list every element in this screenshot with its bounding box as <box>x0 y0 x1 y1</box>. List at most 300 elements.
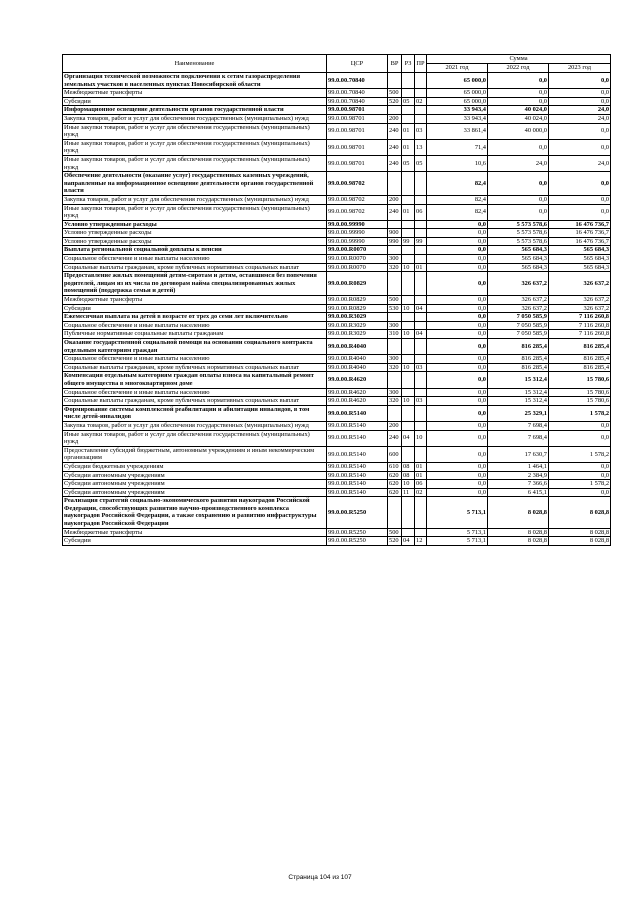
cell-csr: 99.0.00.R0829 <box>327 272 388 296</box>
cell-pr: 02 <box>415 97 427 106</box>
cell-2021: 0,0 <box>427 229 488 238</box>
cell-csr: 99.0.00.R5140 <box>327 405 388 421</box>
cell-pr <box>415 446 427 462</box>
cell-2022: 17 630,7 <box>488 446 549 462</box>
header-vr: ВР <box>388 55 402 73</box>
cell-2023: 15 780,6 <box>549 388 611 397</box>
cell-csr: 99.0.00.99990 <box>327 229 388 238</box>
cell-2022: 816 285,4 <box>488 339 549 355</box>
cell-name: Субсидии бюджетным учреждениям <box>63 462 327 471</box>
cell-2021: 0,0 <box>427 339 488 355</box>
cell-2021: 0,0 <box>427 321 488 330</box>
cell-2021: 0,0 <box>427 313 488 322</box>
cell-name: Предоставление жилых помещений детям-сиротам и детям, оставшимся без попечения родителей, лицам из их числа по договорам найма специализированных жилых помещений (поддержка семьи и детей) <box>63 272 327 296</box>
cell-csr: 99.0.00.70840 <box>327 97 388 106</box>
cell-rz: 05 <box>402 155 415 171</box>
cell-2022: 1 464,1 <box>488 462 549 471</box>
table-row <box>63 355 611 364</box>
cell-vr: 530 <box>388 304 402 313</box>
cell-2023: 8 028,8 <box>549 528 611 537</box>
cell-2021: 0,0 <box>427 255 488 264</box>
cell-rz <box>402 339 415 355</box>
cell-2021: 65 000,0 <box>427 97 488 106</box>
cell-name: Иные закупки товаров, работ и услуг для обеспечения государственных (муниципальных) нужд <box>63 204 327 220</box>
table-row <box>63 220 611 229</box>
cell-rz <box>402 195 415 204</box>
cell-2023: 1 578,2 <box>549 446 611 462</box>
cell-csr: 99.0.00.R5140 <box>327 471 388 480</box>
cell-vr <box>388 220 402 229</box>
cell-rz <box>402 89 415 98</box>
cell-2021: 0,0 <box>427 480 488 489</box>
cell-rz <box>402 405 415 421</box>
cell-2022: 0,0 <box>488 139 549 155</box>
cell-pr <box>415 73 427 89</box>
cell-csr: 99.0.00.R4620 <box>327 372 388 388</box>
cell-name: Субсидии <box>63 304 327 313</box>
cell-vr <box>388 372 402 388</box>
cell-pr <box>415 355 427 364</box>
cell-vr: 240 <box>388 155 402 171</box>
cell-2021: 0,0 <box>427 220 488 229</box>
cell-vr: 200 <box>388 421 402 430</box>
cell-2023: 7 116 260,8 <box>549 330 611 339</box>
cell-2022: 24,0 <box>488 155 549 171</box>
cell-pr: 01 <box>415 471 427 480</box>
cell-vr <box>388 339 402 355</box>
table-body <box>63 73 611 546</box>
cell-csr: 99.0.00.R0070 <box>327 246 388 255</box>
cell-2022: 0,0 <box>488 195 549 204</box>
cell-2022: 0,0 <box>488 89 549 98</box>
cell-pr: 03 <box>415 363 427 372</box>
cell-2022: 15 312,4 <box>488 372 549 388</box>
table-row <box>63 272 611 296</box>
cell-vr: 620 <box>388 488 402 497</box>
cell-2021: 0,0 <box>427 462 488 471</box>
cell-2022: 7 366,6 <box>488 480 549 489</box>
cell-vr: 240 <box>388 139 402 155</box>
cell-rz: 99 <box>402 237 415 246</box>
cell-vr: 320 <box>388 363 402 372</box>
table-row <box>63 537 611 546</box>
table-row <box>63 421 611 430</box>
cell-name: Межбюджетные трансферты <box>63 528 327 537</box>
cell-2021: 65 000,0 <box>427 73 488 89</box>
cell-rz <box>402 246 415 255</box>
cell-2022: 7 698,4 <box>488 421 549 430</box>
cell-vr <box>388 313 402 322</box>
cell-2021: 0,0 <box>427 355 488 364</box>
table-row <box>63 97 611 106</box>
cell-pr: 03 <box>415 123 427 139</box>
cell-2022: 40 024,0 <box>488 114 549 123</box>
cell-name: Социальные выплаты гражданам, кроме публичных нормативных социальных выплат <box>63 397 327 406</box>
cell-pr <box>415 296 427 305</box>
cell-name: Иные закупки товаров, работ и услуг для обеспечения государственных (муниципальных) нужд <box>63 430 327 446</box>
cell-2022: 816 285,4 <box>488 363 549 372</box>
cell-pr: 06 <box>415 480 427 489</box>
cell-csr: 99.0.00.R4040 <box>327 363 388 372</box>
cell-2021: 5 713,1 <box>427 528 488 537</box>
cell-vr: 500 <box>388 89 402 98</box>
header-sum: Сумма <box>427 55 611 64</box>
cell-csr: 99.0.00.70840 <box>327 73 388 89</box>
cell-name: Выплата региональной социальной доплаты к пенсии <box>63 246 327 255</box>
cell-2023: 16 476 736,7 <box>549 220 611 229</box>
cell-pr: 10 <box>415 430 427 446</box>
cell-rz <box>402 313 415 322</box>
cell-name: Закупка товаров, работ и услуг для обеспечения государственных (муниципальных) нужд <box>63 421 327 430</box>
cell-2022: 565 684,3 <box>488 263 549 272</box>
cell-name: Социальное обеспечение и иные выплаты населению <box>63 388 327 397</box>
cell-pr <box>415 172 427 196</box>
table-row <box>63 195 611 204</box>
cell-rz: 04 <box>402 430 415 446</box>
cell-pr <box>415 405 427 421</box>
cell-2021: 0,0 <box>427 363 488 372</box>
table-row <box>63 123 611 139</box>
table-row <box>63 246 611 255</box>
cell-2023: 0,0 <box>549 462 611 471</box>
cell-2023: 0,0 <box>549 471 611 480</box>
cell-pr: 99 <box>415 237 427 246</box>
cell-rz <box>402 446 415 462</box>
cell-rz: 01 <box>402 204 415 220</box>
cell-vr: 240 <box>388 204 402 220</box>
cell-vr: 500 <box>388 296 402 305</box>
cell-2021: 0,0 <box>427 471 488 480</box>
table-row <box>63 155 611 171</box>
cell-2021: 0,0 <box>427 296 488 305</box>
cell-2023: 0,0 <box>549 430 611 446</box>
cell-csr: 99.0.00.98701 <box>327 139 388 155</box>
cell-pr <box>415 388 427 397</box>
cell-rz: 10 <box>402 263 415 272</box>
cell-2022: 5 573 578,6 <box>488 220 549 229</box>
cell-csr: 99.0.00.R0070 <box>327 255 388 264</box>
cell-csr: 99.0.00.R3029 <box>327 321 388 330</box>
cell-pr: 06 <box>415 204 427 220</box>
cell-2021: 82,4 <box>427 204 488 220</box>
cell-name: Межбюджетные трансферты <box>63 89 327 98</box>
cell-2021: 0,0 <box>427 304 488 313</box>
cell-vr: 610 <box>388 462 402 471</box>
cell-2023: 816 285,4 <box>549 355 611 364</box>
cell-vr: 600 <box>388 446 402 462</box>
cell-2023: 1 578,2 <box>549 480 611 489</box>
cell-2023: 0,0 <box>549 97 611 106</box>
cell-2023: 326 637,2 <box>549 296 611 305</box>
cell-2023: 16 476 736,7 <box>549 237 611 246</box>
table-row <box>63 528 611 537</box>
cell-2023: 7 116 260,8 <box>549 313 611 322</box>
cell-2023: 565 684,3 <box>549 263 611 272</box>
cell-rz <box>402 220 415 229</box>
cell-2022: 0,0 <box>488 73 549 89</box>
cell-2023: 0,0 <box>549 421 611 430</box>
cell-2021: 0,0 <box>427 421 488 430</box>
cell-2023: 0,0 <box>549 488 611 497</box>
cell-rz: 08 <box>402 462 415 471</box>
cell-2022: 40 024,0 <box>488 106 549 115</box>
cell-pr <box>415 89 427 98</box>
cell-vr <box>388 272 402 296</box>
cell-name: Организация технической возможности подключения к сетям газораспределения земельных участков в населенных пунктах Новосибирской области <box>63 73 327 89</box>
cell-pr <box>415 220 427 229</box>
cell-vr <box>388 106 402 115</box>
cell-2022: 25 329,1 <box>488 405 549 421</box>
cell-csr: 99.0.00.98702 <box>327 195 388 204</box>
cell-vr: 500 <box>388 528 402 537</box>
table-row <box>63 321 611 330</box>
cell-name: Условно утвержденные расходы <box>63 237 327 246</box>
header-name: Наименование <box>63 55 327 73</box>
cell-2021: 33 861,4 <box>427 123 488 139</box>
table-row <box>63 89 611 98</box>
cell-name: Предоставление субсидий бюджетным, автономным учреждениям и иным некоммерческим организациям <box>63 446 327 462</box>
cell-2023: 24,0 <box>549 155 611 171</box>
cell-2022: 7 698,4 <box>488 430 549 446</box>
table-row <box>63 446 611 462</box>
cell-pr <box>415 497 427 528</box>
header-rz: РЗ <box>402 55 415 73</box>
cell-csr: 99.0.00.98702 <box>327 204 388 220</box>
cell-2022: 15 312,4 <box>488 388 549 397</box>
cell-pr: 01 <box>415 462 427 471</box>
cell-name: Иные закупки товаров, работ и услуг для обеспечения государственных (муниципальных) нужд <box>63 139 327 155</box>
cell-vr <box>388 172 402 196</box>
table-row <box>63 339 611 355</box>
cell-vr: 300 <box>388 255 402 264</box>
table-row <box>63 330 611 339</box>
cell-2021: 0,0 <box>427 263 488 272</box>
cell-2023: 15 780,6 <box>549 372 611 388</box>
cell-name: Закупка товаров, работ и услуг для обеспечения государственных (муниципальных) нужд <box>63 114 327 123</box>
cell-2022: 2 384,9 <box>488 471 549 480</box>
cell-csr: 99.0.00.R5140 <box>327 421 388 430</box>
cell-csr: 99.0.00.R5140 <box>327 430 388 446</box>
cell-vr: 200 <box>388 114 402 123</box>
cell-rz <box>402 73 415 89</box>
cell-vr: 200 <box>388 195 402 204</box>
cell-2022: 326 637,2 <box>488 304 549 313</box>
cell-vr: 320 <box>388 263 402 272</box>
table-row <box>63 430 611 446</box>
cell-pr <box>415 339 427 355</box>
cell-name: Субсидии <box>63 537 327 546</box>
cell-csr: 99.0.00.R3029 <box>327 330 388 339</box>
cell-2022: 565 684,3 <box>488 246 549 255</box>
cell-rz <box>402 421 415 430</box>
cell-pr: 04 <box>415 330 427 339</box>
cell-name: Субсидии автономным учреждениям <box>63 488 327 497</box>
cell-pr <box>415 246 427 255</box>
cell-2021: 82,4 <box>427 172 488 196</box>
cell-pr <box>415 195 427 204</box>
cell-rz: 11 <box>402 488 415 497</box>
cell-pr <box>415 255 427 264</box>
cell-vr: 520 <box>388 537 402 546</box>
cell-csr: 99.0.00.R0829 <box>327 296 388 305</box>
cell-name: Социальное обеспечение и иные выплаты населению <box>63 255 327 264</box>
cell-2023: 7 116 260,8 <box>549 321 611 330</box>
cell-2022: 8 028,8 <box>488 537 549 546</box>
cell-csr: 99.0.00.R0829 <box>327 304 388 313</box>
cell-pr: 05 <box>415 155 427 171</box>
cell-pr: 04 <box>415 304 427 313</box>
cell-csr: 99.0.00.R5140 <box>327 488 388 497</box>
cell-name: Компенсация отдельным категориям граждан оплаты взноса на капитальный ремонт общего имущества в многоквартирном доме <box>63 372 327 388</box>
cell-pr <box>415 229 427 238</box>
cell-rz <box>402 272 415 296</box>
table-row <box>63 405 611 421</box>
cell-rz: 10 <box>402 363 415 372</box>
cell-vr <box>388 73 402 89</box>
cell-name: Социальные выплаты гражданам, кроме публичных нормативных социальных выплат <box>63 263 327 272</box>
cell-name: Субсидии автономным учреждениям <box>63 480 327 489</box>
cell-2022: 6 415,1 <box>488 488 549 497</box>
cell-2021: 0,0 <box>427 237 488 246</box>
cell-pr <box>415 313 427 322</box>
cell-2022: 40 000,0 <box>488 123 549 139</box>
cell-name: Ежемесячная выплата на детей в возрасте от трех до семи лет включительно <box>63 313 327 322</box>
cell-2022: 7 050 585,9 <box>488 330 549 339</box>
cell-name: Оказание государственной социальной помощи на основании социального контракта отдельным категориям граждан <box>63 339 327 355</box>
cell-2023: 24,0 <box>549 106 611 115</box>
cell-csr: 99.0.00.98701 <box>327 114 388 123</box>
table-row <box>63 229 611 238</box>
cell-csr: 99.0.00.99990 <box>327 237 388 246</box>
table-row <box>63 237 611 246</box>
cell-pr: 12 <box>415 537 427 546</box>
cell-2023: 816 285,4 <box>549 339 611 355</box>
cell-vr <box>388 405 402 421</box>
header-pr: ПР <box>415 55 427 73</box>
cell-name: Закупка товаров, работ и услуг для обеспечения государственных (муниципальных) нужд <box>63 195 327 204</box>
cell-2023: 816 285,4 <box>549 363 611 372</box>
table-row <box>63 471 611 480</box>
cell-csr: 99.0.00.R5140 <box>327 480 388 489</box>
cell-rz: 10 <box>402 397 415 406</box>
cell-rz <box>402 106 415 115</box>
cell-pr <box>415 528 427 537</box>
cell-2023: 0,0 <box>549 204 611 220</box>
cell-name: Иные закупки товаров, работ и услуг для обеспечения государственных (муниципальных) нужд <box>63 123 327 139</box>
cell-name: Межбюджетные трансферты <box>63 296 327 305</box>
table-row <box>63 304 611 313</box>
cell-vr: 620 <box>388 480 402 489</box>
cell-vr: 300 <box>388 355 402 364</box>
cell-csr: 99.0.00.R0070 <box>327 263 388 272</box>
table-row <box>63 372 611 388</box>
table-row <box>63 114 611 123</box>
cell-pr <box>415 114 427 123</box>
cell-2021: 0,0 <box>427 397 488 406</box>
cell-2023: 326 637,2 <box>549 272 611 296</box>
cell-rz: 08 <box>402 471 415 480</box>
header-year-2021: 2021 год <box>427 64 488 73</box>
cell-csr: 99.0.00.99990 <box>327 220 388 229</box>
cell-pr: 01 <box>415 263 427 272</box>
table-row <box>63 497 611 528</box>
cell-csr: 99.0.00.R5250 <box>327 537 388 546</box>
table-row <box>63 397 611 406</box>
cell-name: Иные закупки товаров, работ и услуг для обеспечения государственных (муниципальных) нужд <box>63 155 327 171</box>
cell-2021: 71,4 <box>427 139 488 155</box>
cell-name: Социальное обеспечение и иные выплаты населению <box>63 321 327 330</box>
cell-2023: 0,0 <box>549 123 611 139</box>
cell-rz <box>402 229 415 238</box>
table-row <box>63 255 611 264</box>
cell-2023: 24,0 <box>549 114 611 123</box>
table-row <box>63 313 611 322</box>
cell-2022: 8 028,8 <box>488 497 549 528</box>
cell-2022: 15 312,4 <box>488 397 549 406</box>
cell-rz <box>402 355 415 364</box>
table-row <box>63 363 611 372</box>
page-number: Страница 104 из 107 <box>288 874 352 881</box>
table-row <box>63 388 611 397</box>
cell-csr: 99.0.00.R4620 <box>327 397 388 406</box>
cell-csr: 99.0.00.98701 <box>327 106 388 115</box>
cell-pr <box>415 321 427 330</box>
cell-rz <box>402 172 415 196</box>
budget-table <box>62 54 611 546</box>
cell-csr: 99.0.00.R4040 <box>327 355 388 364</box>
cell-2021: 0,0 <box>427 372 488 388</box>
cell-vr: 990 <box>388 237 402 246</box>
table-header <box>63 55 611 73</box>
cell-rz <box>402 321 415 330</box>
cell-2022: 0,0 <box>488 172 549 196</box>
header-year-2023: 2023 год <box>549 64 611 73</box>
cell-2023: 0,0 <box>549 73 611 89</box>
cell-vr: 310 <box>388 330 402 339</box>
cell-2021: 5 713,1 <box>427 537 488 546</box>
cell-2023: 1 578,2 <box>549 405 611 421</box>
cell-2021: 0,0 <box>427 330 488 339</box>
cell-rz: 10 <box>402 304 415 313</box>
cell-vr: 240 <box>388 123 402 139</box>
cell-name: Реализация стратегий социально-экономического развития наукоградов Российской Федерации, способствующих развитию научно-производственного комплекса наукоградов Российской Федерации, а также сохранению и развитию инфраструктуры наукоградов Российской Федерации <box>63 497 327 528</box>
cell-2023: 8 028,8 <box>549 497 611 528</box>
cell-2021: 82,4 <box>427 195 488 204</box>
header-year-2022: 2022 год <box>488 64 549 73</box>
cell-2021: 5 713,1 <box>427 497 488 528</box>
cell-2022: 326 637,2 <box>488 272 549 296</box>
cell-2023: 15 780,6 <box>549 397 611 406</box>
cell-csr: 99.0.00.70840 <box>327 89 388 98</box>
cell-2023: 326 637,2 <box>549 304 611 313</box>
cell-rz: 05 <box>402 97 415 106</box>
cell-2021: 33 943,4 <box>427 106 488 115</box>
cell-name: Информационное освещение деятельности органов государственной власти <box>63 106 327 115</box>
cell-2022: 7 050 585,9 <box>488 313 549 322</box>
cell-name: Публичные нормативные социальные выплаты гражданам <box>63 330 327 339</box>
cell-csr: 99.0.00.98702 <box>327 172 388 196</box>
cell-2021: 0,0 <box>427 388 488 397</box>
cell-name: Обеспечение деятельности (оказание услуг) государственных казенных учреждений, направленные на информационное освещение деятельности органов государственной власти <box>63 172 327 196</box>
table-row <box>63 263 611 272</box>
cell-rz <box>402 372 415 388</box>
table-row <box>63 488 611 497</box>
cell-2022: 565 684,3 <box>488 255 549 264</box>
cell-name: Социальное обеспечение и иные выплаты населению <box>63 355 327 364</box>
cell-2021: 33 943,4 <box>427 114 488 123</box>
cell-2022: 5 573 578,6 <box>488 237 549 246</box>
cell-vr: 520 <box>388 97 402 106</box>
